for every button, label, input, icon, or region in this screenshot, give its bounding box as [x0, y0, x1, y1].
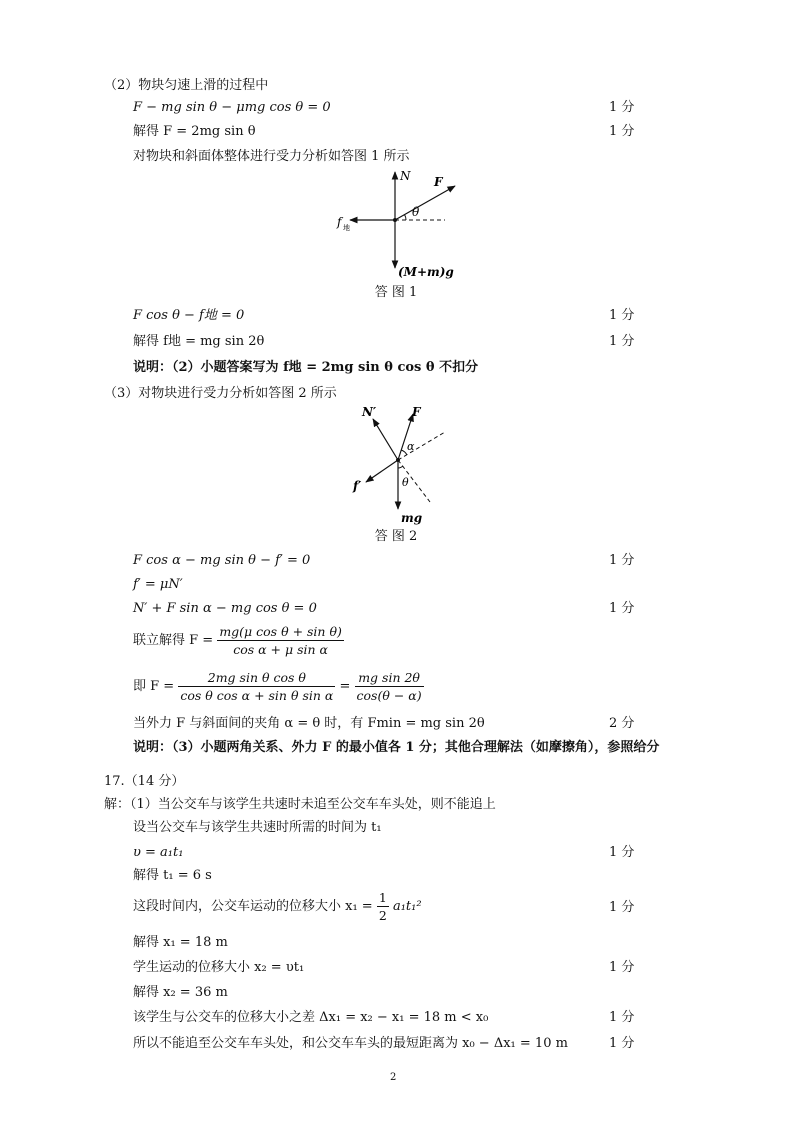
half-fraction: [377, 890, 389, 923]
part2-eq1: F − mg sin θ − μmg cos θ = 0: [133, 100, 331, 115]
q17-line7: 解得 x₂ = 36 m: [133, 985, 228, 1000]
force-diagram-1: [330, 168, 470, 280]
point-label: 2 分: [609, 716, 635, 731]
eq5-prefix: 即 F =: [133, 679, 175, 694]
point-label: 1 分: [609, 960, 635, 975]
part3-eq4: [133, 624, 344, 658]
label-n: N: [400, 169, 411, 183]
eq4-denominator: cos α + μ sin α: [233, 642, 328, 657]
page-number: 2: [390, 1072, 397, 1083]
eq5-fraction-1: [178, 670, 335, 703]
point-label: 1 分: [609, 100, 635, 115]
part2-eq2: 解得 F = 2mg sin θ: [133, 124, 256, 139]
contact-point: [396, 458, 400, 462]
figure1-caption: 答 图 1: [374, 285, 418, 300]
q17-line4: [133, 890, 422, 924]
label-n-prime: N′: [362, 405, 377, 419]
point-label: 1 分: [609, 845, 635, 860]
label-f: F: [434, 175, 443, 189]
point-label: 1 分: [609, 553, 635, 568]
q17-line5: 解得 x₁ = 18 m: [133, 935, 228, 950]
eq5-equals: =: [339, 679, 351, 694]
part2-eq4: 解得 f地 = mg sin 2θ: [133, 334, 265, 349]
part3-eq3: N′ + F sin α − mg cos θ = 0: [133, 601, 317, 616]
incline-dashed-line: [398, 432, 445, 460]
applied-force-arrow: [395, 186, 455, 220]
label-theta: θ: [412, 205, 420, 219]
friction-arrow: [366, 460, 398, 482]
label-f-ground-subscript: 地: [343, 224, 350, 232]
line4-prefix: 这段时间内，公交车运动的位移大小 x₁ =: [133, 899, 373, 914]
force-diagram-2: [340, 402, 460, 526]
eq5-numerator-1: 2mg sin θ cos θ: [178, 670, 335, 687]
label-mg: mg: [401, 511, 423, 525]
eq5-denominator-2: cos(θ − α): [356, 688, 422, 703]
theta-angle-arc: [398, 466, 403, 468]
q17-line9: 所以不能追至公交车车头处，和公交车车头的最短距离为 x₀ − Δx₁ = 10 m: [133, 1036, 568, 1051]
eq5-denominator-1: cos θ cos α + sin θ sin α: [180, 688, 334, 703]
part3-note: 说明：（3）小题两角关系、外力 F 的最小值各 1 分；其他合理解法（如摩擦角），参照给分: [133, 740, 660, 755]
part2-analysis: 对物块和斜面体整体进行受力分析如答图 1 所示: [133, 149, 410, 164]
point-label: 1 分: [609, 601, 635, 616]
q17-header: 17.（14 分）: [104, 774, 185, 789]
point-label: 1 分: [609, 334, 635, 349]
point-label: 1 分: [609, 900, 635, 915]
point-label: 1 分: [609, 124, 635, 139]
contact-point: [393, 218, 397, 222]
half-denominator: 2: [378, 908, 387, 923]
eq4-numerator: mg(μ cos θ + sin θ): [219, 624, 342, 639]
eq4-fraction: [217, 624, 344, 657]
figure2-caption: 答 图 2: [374, 529, 418, 544]
point-label: 1 分: [609, 1010, 635, 1025]
q17-line3: 解得 t₁ = 6 s: [133, 868, 212, 883]
part2-note: 说明：（2）小题答案写为 f地 = 2mg sin θ cos θ 不扣分: [133, 360, 479, 375]
point-label: 1 分: [609, 308, 635, 323]
label-theta: θ: [402, 476, 409, 489]
part3-eq2: f′ = μN′: [133, 577, 183, 592]
eq4-prefix: 联立解得 F =: [133, 633, 214, 648]
label-f-prime: f′: [353, 479, 362, 493]
q17-intro: 解：（1）当公交车与该学生共速时未追至公交车车头处，则不能追上: [104, 797, 496, 812]
q17-line1: 设当公交车与该学生共速时所需的时间为 t₁: [133, 820, 382, 835]
normal-force-arrow: [373, 419, 398, 460]
point-label: 1 分: [609, 1036, 635, 1051]
part3-eq6: 当外力 F 与斜面间的夹角 α = θ 时，有 Fmin = mg sin 2θ: [133, 716, 485, 731]
label-f-ground: f: [337, 215, 342, 229]
part3-title: （3）对物块进行受力分析如答图 2 所示: [104, 386, 337, 401]
half-numerator: 1: [378, 890, 387, 905]
q17-line6: 学生运动的位移大小 x₂ = υt₁: [133, 960, 305, 975]
eq5-numerator-2: mg sin 2θ: [355, 670, 424, 687]
part3-eq5: [133, 670, 424, 704]
part2-title: （2）物块匀速上滑的过程中: [104, 78, 269, 93]
q17-line8: 该学生与公交车的位移大小之差 Δx₁ = x₂ − x₁ = 18 m < x₀: [133, 1010, 489, 1025]
part2-eq3: F cos θ − f地 = 0: [133, 308, 245, 323]
theta-angle-arc: [405, 215, 407, 221]
label-total-weight: (M+m)g: [398, 265, 454, 279]
part3-eq1: F cos α − mg sin θ − f′ = 0: [133, 553, 311, 568]
eq5-fraction-2: [355, 670, 424, 703]
label-f: F: [412, 405, 421, 419]
label-alpha: α: [407, 440, 415, 453]
line4-suffix: a₁t₁²: [392, 899, 422, 914]
q17-line2: υ = a₁t₁: [133, 845, 184, 860]
